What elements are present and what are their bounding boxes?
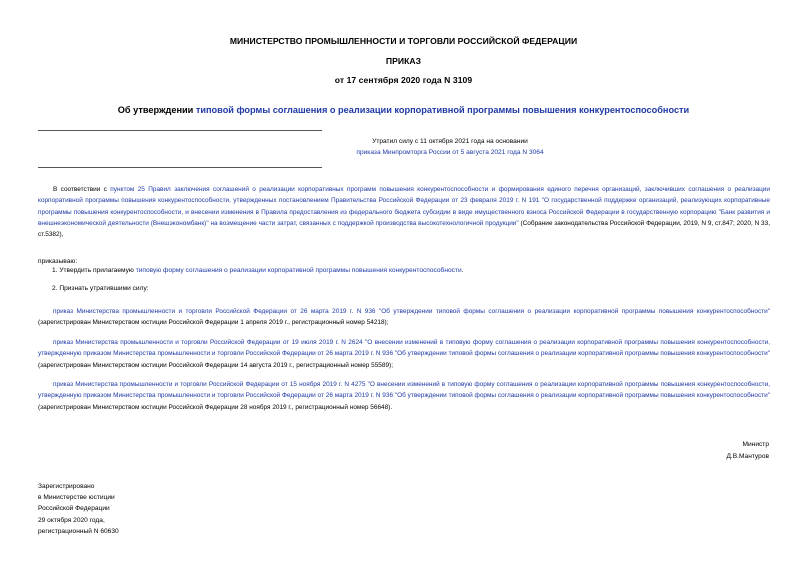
repeal-1-text: (зарегистрирован Министерством юстиции Российской Федерации 1 апреля 2019 г., регистрационный номер 54218); [38, 319, 389, 327]
date-number-heading: от 17 сентября 2020 года N 3109 [334, 75, 473, 85]
repeal-item-3 [38, 379, 770, 413]
item-1 [52, 265, 463, 276]
repeal-item-2 [38, 337, 770, 371]
registration-line: регистрационный N 60630 [38, 527, 119, 535]
registration-line: в Министерстве юстиции [38, 494, 115, 502]
registration-line: 29 октября 2020 года, [38, 516, 105, 524]
order-word: приказываю: [38, 258, 78, 265]
doc-type-heading: ПРИКАЗ [385, 56, 422, 66]
status-note [260, 136, 640, 158]
registration-line: Зарегистрировано [38, 483, 95, 490]
item-2: 2. Признать утратившими силу: [52, 285, 149, 292]
preamble-paragraph [38, 184, 770, 240]
repeal-1-link[interactable]: приказ Министерства промышленности и торговли Российской Федерации от 26 марта 2019 г. N 936 "Об утверждении типовой формы соглашения о реализации корпоративной программы повышения конкурентоспособности" [53, 308, 770, 315]
repeal-3-link[interactable]: приказ Министерства промышленности и торговли Российской Федерации от 15 ноября 2019 г. N 4275 "О внесении изменений в типовую форму соглашения о реализации корпоративной программы повышения конкурентоспособности, утвержденную приказом Министерства промышленности и торговли Российской Федерации от 26 марта 2019 г. N 936 "Об утверждении типовой формы соглашения о реализации корпоративной программы повышения конкурентоспособности" [38, 381, 770, 400]
signer-name: Д.В.Мантуров [726, 452, 769, 460]
preamble-text-start: В соответствии с [53, 186, 111, 193]
repeal-3-text: (зарегистрирован Министерством юстиции Российской Федерации 28 ноября 2019 г., регистрационный номер 56648). [38, 403, 393, 411]
title-link[interactable]: типовой формы соглашения о реализации корпоративной программы повышения конкурентоспособности [195, 105, 690, 115]
title-prefix: Об утверждении [117, 105, 196, 115]
repeal-2-text: (зарегистрирован Министерством юстиции Российской Федерации 14 августа 2019 г., регистрационный номер 55589); [38, 361, 393, 369]
divider-bottom [38, 167, 322, 168]
item-1-link[interactable]: типовую форму соглашения о реализации корпоративной программы повышения конкурентоспособности [135, 267, 462, 274]
preamble-link[interactable]: пунктом 25 Правил заключения соглашений о реализации корпоративных программ повышения конкурентоспособности и формирования единого перечня организаций, заключивших соглашения о реализации корпоративной программы повышения конкурентоспособности, утвержденных постановлением Правительства Российской Федерации от 23 февраля 2019 г. N 191 "О государственной поддержке организаций, реализующих корпоративные программы повышения конкурентоспособности, и внесении изменения в Правила предоставления из федерального бюджета субсидии в виде имущественного взноса Российской Федерации в государственную корпорацию "Банк развития и внешнеэкономической деятельности (Внешэкономбанк)" на возмещение части затрат, связанных с поддержкой производства высокотехнологичной продукции" [38, 186, 770, 227]
item-1-text: 1. Утвердить прилагаемую [52, 267, 136, 274]
registration-block [38, 481, 119, 537]
status-note-link[interactable]: приказа Минпромторга России от 5 августа 2021 года N 3064 [356, 149, 544, 156]
repeal-2-link[interactable]: приказ Министерства промышленности и торговли Российской Федерации от 19 июля 2019 г. N 2624 "О внесении изменений в типовую форму соглашения о реализации корпоративной программы повышения конкурентоспособности, утвержденную приказом Министерства промышленности и торговли Российской Федерации от 26 марта 2019 г. N 936 "Об утверждении типовой формы соглашения о реализации корпоративной программы повышения конкурентоспособности" [38, 339, 770, 358]
divider-top [38, 130, 322, 131]
ministry-heading: МИНИСТЕРСТВО ПРОМЫШЛЕННОСТИ И ТОРГОВЛИ РОССИЙСКОЙ ФЕДЕРАЦИИ [229, 36, 578, 46]
signer-position: Министр [742, 441, 769, 448]
registration-line: Российской Федерации [38, 505, 110, 513]
status-note-text: Утратил силу с 11 октября 2021 года на основании [372, 138, 528, 145]
document-title [0, 105, 807, 115]
signature-block [726, 439, 769, 462]
preamble-text-end: (Собрание законодательства Российской Федерации, 2019, N 9, ст.847; 2020, N 33, ст.5382), [38, 219, 770, 239]
item-1-end: . [461, 267, 464, 274]
repeal-item-1 [38, 306, 770, 329]
